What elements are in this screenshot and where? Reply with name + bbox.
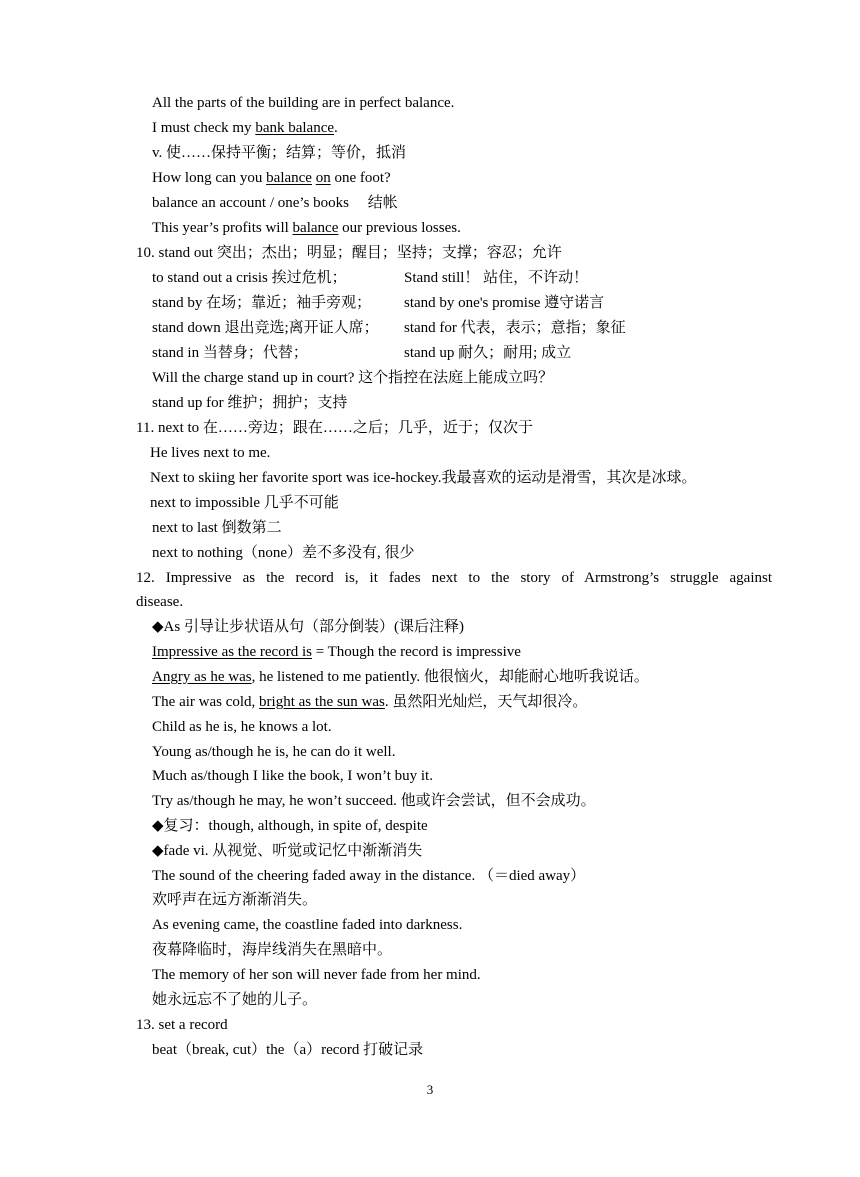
text-run: ◆As 引导让步状语从句（部分倒装）(课后注释) xyxy=(152,619,464,635)
text-line xyxy=(152,1041,423,1059)
text-line xyxy=(150,494,339,512)
text-run: Next to skiing her favorite sport was ice-hockey.我最喜欢的运动是滑雪，其次是冰球。 xyxy=(150,470,697,486)
text-run: to stand out a crisis 挨过危机； xyxy=(152,270,347,286)
text-line-column-2 xyxy=(404,344,571,362)
underlined-phrase: balance xyxy=(266,170,312,186)
text-run: stand in 当替身；代替； xyxy=(152,345,308,361)
text-run: Child as he is, he knows a lot. xyxy=(152,719,332,735)
text-line xyxy=(152,144,406,162)
text-line xyxy=(152,219,461,237)
text-line xyxy=(136,593,183,611)
text-run: , he listened to me patiently. 他很恼火，却能耐心地听我说话。 xyxy=(251,669,649,685)
text-line xyxy=(152,941,392,959)
text-run: stand for 代表，表示；意指；象征 xyxy=(404,320,626,336)
text-line xyxy=(152,643,521,661)
text-run: our previous losses. xyxy=(338,220,461,236)
underlined-phrase: Angry as he was xyxy=(152,669,252,685)
text-run: 10. stand out 突出；杰出；明显；醒目；坚持；支撑；容忍；允许 xyxy=(136,245,562,261)
underlined-phrase: on xyxy=(315,170,331,186)
text-run: I must check my xyxy=(152,120,256,136)
text-line xyxy=(152,891,317,909)
text-line xyxy=(152,544,415,562)
text-run: Much as/though I like the book, I won’t buy it. xyxy=(152,768,433,784)
text-line xyxy=(150,444,270,462)
text-run: disease. xyxy=(136,594,184,610)
text-line xyxy=(152,618,464,636)
text-run: 13. set a record xyxy=(136,1017,228,1033)
text-run: = Though the record is impressive xyxy=(311,644,521,660)
text-line xyxy=(152,394,347,412)
text-line xyxy=(152,119,338,137)
text-line xyxy=(152,718,332,736)
text-line xyxy=(136,419,533,437)
text-run: v. 使……保持平衡；结算；等价，抵消 xyxy=(152,145,407,161)
text-run: The memory of her son will never fade from her mind. xyxy=(152,967,481,983)
text-line xyxy=(152,916,462,934)
text-line xyxy=(152,867,585,885)
text-run: stand by 在场；靠近；袖手旁观； xyxy=(152,295,372,311)
text-line xyxy=(152,693,587,711)
text-line xyxy=(136,1016,228,1034)
underlined-phrase: bank balance xyxy=(255,120,335,136)
text-line xyxy=(152,817,428,835)
text-run: As evening came, the coastline faded into darkness. xyxy=(152,917,463,933)
text-run: Young as/though he is, he can do it well. xyxy=(152,744,396,760)
text-run: Try as/though he may, he won’t succeed. 他或许会尝试，但不会成功。 xyxy=(152,793,596,809)
underlined-phrase: bright as the sun was xyxy=(259,694,385,710)
underlined-phrase: Impressive as the record is xyxy=(152,644,312,660)
text-run: 欢呼声在远方渐渐消失。 xyxy=(152,892,318,908)
text-run: next to nothing（none）差不多没有, 很少 xyxy=(152,545,415,561)
text-line xyxy=(152,194,398,212)
text-line xyxy=(152,792,596,810)
text-line xyxy=(136,569,772,587)
text-line xyxy=(152,169,391,187)
text-run: The air was cold, xyxy=(152,694,260,710)
text-run: one foot? xyxy=(330,170,391,186)
text-run: 她永远忘不了她的儿子。 xyxy=(152,992,318,1008)
text-line xyxy=(152,369,553,387)
text-run: balance an account / one’s books 结帐 xyxy=(152,195,398,211)
text-run: This year’s profits will xyxy=(152,220,293,236)
text-run: stand up for 维护；拥护；支持 xyxy=(152,395,348,411)
text-line xyxy=(152,319,379,337)
text-line xyxy=(152,344,308,362)
text-line xyxy=(152,991,317,1009)
text-run: stand by one's promise 遵守诺言 xyxy=(404,295,605,311)
text-line xyxy=(152,743,395,761)
text-line xyxy=(152,94,454,112)
text-run: Stand still！ 站住，不许动！ xyxy=(404,270,589,286)
underlined-phrase: balance xyxy=(292,220,339,236)
text-run: He lives next to me. xyxy=(150,445,271,461)
text-run: 夜幕降临时，海岸线消失在黑暗中。 xyxy=(152,942,393,958)
text-run: next to impossible 几乎不可能 xyxy=(150,495,339,511)
text-run: next to last 倒数第二 xyxy=(152,520,282,536)
text-line-column-2 xyxy=(404,294,604,312)
text-line xyxy=(152,966,481,984)
text-line xyxy=(136,244,562,262)
text-run: . 虽然阳光灿烂，天气却很冷。 xyxy=(384,694,588,710)
text-run: ◆复习：though, although, in spite of, despite xyxy=(152,818,428,834)
text-run: All the parts of the building are in perfect balance. xyxy=(152,95,455,111)
text-line xyxy=(152,519,282,537)
text-run: 12. Impressive as the record is, it fades next to the story of Armstrong’s struggle against xyxy=(136,570,772,586)
text-run: How long can you xyxy=(152,170,267,186)
text-line-column-2 xyxy=(404,319,626,337)
page-number: 3 xyxy=(426,1082,434,1097)
text-run: Will the charge stand up in court? 这个指控在法庭上能成立吗？ xyxy=(152,370,554,386)
text-run: . xyxy=(334,120,338,136)
text-line xyxy=(152,767,433,785)
text-run: stand down 退出竞选;离开证人席； xyxy=(152,320,379,336)
text-run: The sound of the cheering faded away in the distance. （＝died away） xyxy=(152,868,586,884)
text-run: ◆fade vi. 从视觉、听觉或记忆中渐渐消失 xyxy=(152,843,423,859)
text-line xyxy=(152,668,649,686)
text-line xyxy=(150,469,696,487)
text-line xyxy=(152,294,371,312)
text-line xyxy=(152,842,422,860)
text-run: 11. next to 在……旁边；跟在……之后；几乎，近于；仅次于 xyxy=(136,420,533,436)
text-run: beat（break, cut）the（a）record 打破记录 xyxy=(152,1042,424,1058)
text-run: stand up 耐久；耐用; 成立 xyxy=(404,345,572,361)
text-line-column-2 xyxy=(404,269,588,287)
text-line xyxy=(152,269,347,287)
